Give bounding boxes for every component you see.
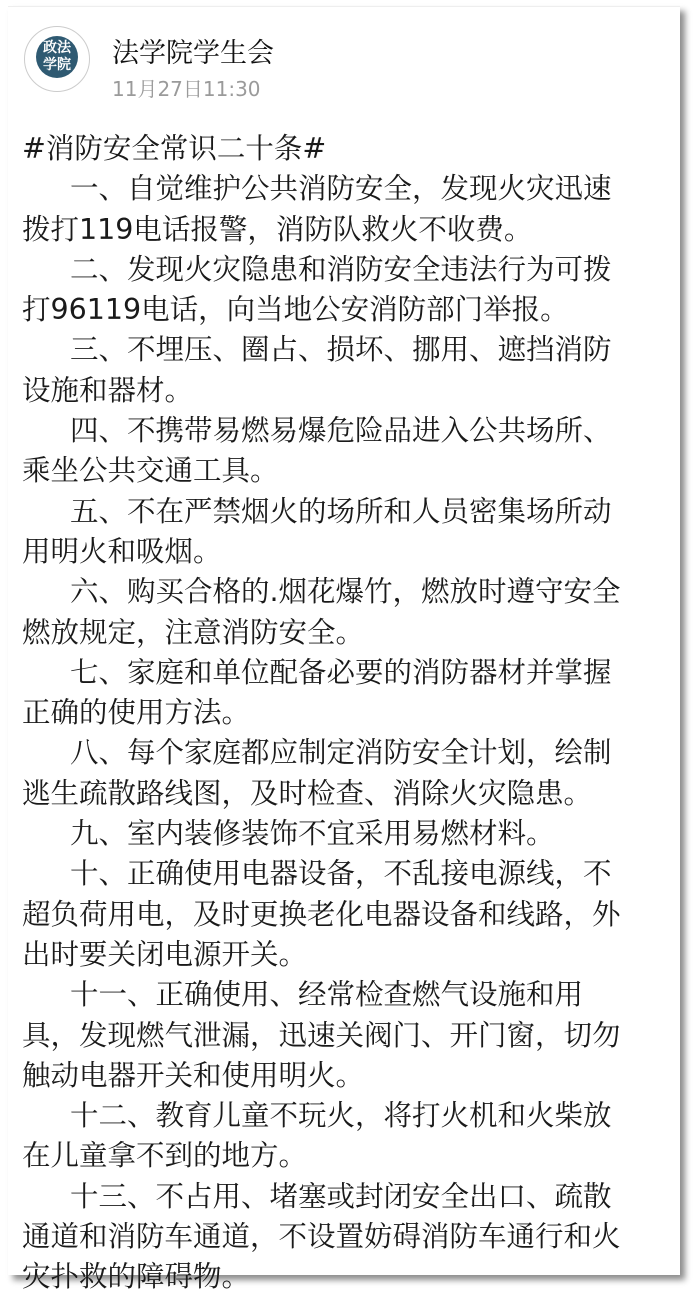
avatar-logo	[36, 36, 78, 78]
text-line: 灾扑救的障碍物。	[22, 1260, 251, 1294]
text-line: 在儿童拿不到的地方。	[22, 1139, 308, 1173]
text-line: 六、购买合格的.烟花爆竹，燃放时遵守安全	[70, 575, 621, 609]
text-line: 五、不在严禁烟火的场所和人员密集场所动	[70, 494, 612, 528]
text-line: 打96119电话，向当地公安消防部门举报。	[22, 293, 569, 327]
paragraph	[22, 1177, 682, 1298]
text-line: 通道和消防车通道，不设置妨碍消防车通行和火	[22, 1220, 621, 1254]
paragraph	[22, 975, 682, 1096]
text-line: 超负荷用电，及时更换老化电器设备和线路，外	[22, 897, 621, 931]
text-line: 四、不携带易燃易爆危险品进入公共场所、	[70, 414, 612, 448]
paragraph	[22, 572, 682, 653]
paragraph	[22, 854, 682, 975]
text-line: 八、每个家庭都应制定消防安全计划，绘制	[70, 736, 612, 770]
text-line: 九、室内装修装饰不宜采用易燃材料。	[70, 817, 555, 851]
text-line: 十一、正确使用、经常检查燃气设施和用	[70, 978, 584, 1012]
paragraph	[22, 1096, 682, 1177]
text-line: 拨打119电话报警，消防队救火不收费。	[22, 212, 533, 246]
paragraph	[22, 653, 682, 734]
post-card	[8, 6, 680, 1294]
post-time: 11月27日11:30	[112, 77, 261, 101]
hashtag[interactable]: #消防安全常识二十条#	[22, 132, 327, 165]
text-line: 七、家庭和单位配备必要的消防器材并掌握	[70, 655, 612, 689]
text-line: 十二、教育儿童不玩火，将打火机和火柴放	[70, 1099, 612, 1133]
paragraph	[22, 169, 682, 250]
text-line: 燃放规定，注意消防安全。	[22, 615, 365, 649]
text-line: 乘坐公共交通工具。	[22, 454, 279, 488]
author-name[interactable]: 法学院学生会	[112, 38, 274, 69]
text-line: 十三、不占用、堵塞或封闭安全出口、疏散	[70, 1179, 612, 1213]
paragraph	[22, 250, 682, 331]
text-line: 出时要关闭电源开关。	[22, 937, 308, 971]
text-line: 三、不埋压、圈占、损坏、挪用、遮挡消防	[70, 333, 612, 367]
paragraph	[22, 814, 682, 854]
post-content	[22, 129, 682, 1298]
text-line: 正确的使用方法。	[22, 696, 251, 730]
text-line: 设施和器材。	[22, 373, 194, 407]
paragraph	[22, 733, 682, 814]
avatar-text-2: 学院	[43, 57, 71, 73]
avatar-text-1: 政法	[43, 40, 71, 56]
text-line: 触动电器开关和使用明火。	[22, 1058, 365, 1092]
text-line: 用明火和吸烟。	[22, 534, 222, 568]
paragraph	[22, 492, 682, 573]
text-line: 十、正确使用电器设备，不乱接电源线，不	[70, 857, 612, 891]
paragraph	[22, 330, 682, 411]
text-line: 具，发现燃气泄漏，迅速关阀门、开门窗，切勿	[22, 1018, 621, 1052]
text-line: 一、自觉维护公共消防安全，发现火灾迅速	[70, 172, 612, 206]
paragraph	[22, 411, 682, 492]
text-line: 二、发现火灾隐患和消防安全违法行为可拨	[70, 252, 612, 286]
text-line: 逃生疏散路线图，及时检查、消除火灾隐患。	[22, 776, 593, 810]
avatar[interactable]	[24, 26, 90, 92]
